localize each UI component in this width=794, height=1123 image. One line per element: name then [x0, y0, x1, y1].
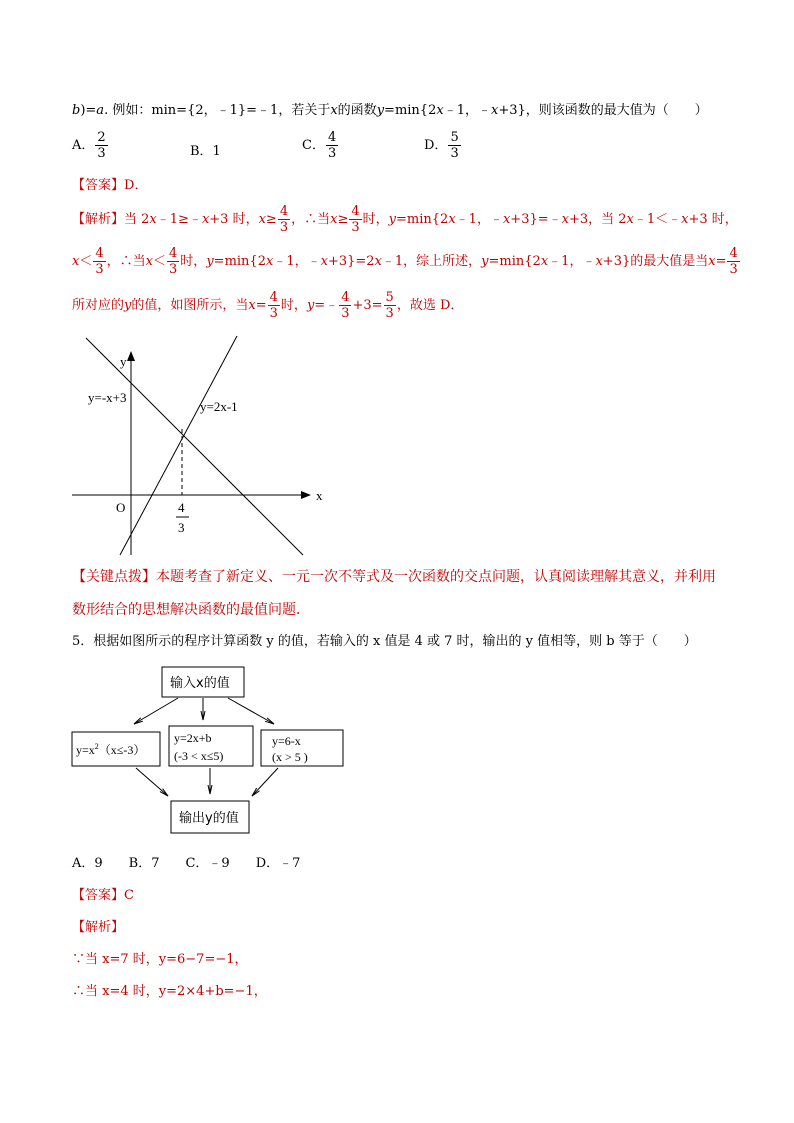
analysis-text: +3=: [352, 298, 383, 313]
fraction: [278, 204, 290, 235]
arrow-to-left: [134, 698, 178, 724]
frac-num: 4: [341, 290, 350, 305]
answer-tag: 【答案】: [72, 888, 125, 903]
analysis-text: ﹣1，﹣: [548, 254, 596, 269]
analysis-text: ﹣1≥﹣: [156, 212, 202, 227]
var: x: [681, 212, 689, 227]
stem-var: b: [72, 103, 81, 118]
q4-analysis-line-3: [72, 290, 463, 321]
analysis-text: +3 时，: [688, 212, 738, 227]
analysis-text: +3}的最大值是当: [602, 254, 709, 269]
line2-label: y=2x-1: [200, 399, 238, 414]
fraction: [93, 246, 105, 277]
frac-den: 3: [385, 306, 394, 321]
because-symbol: ∵: [72, 952, 86, 967]
q4-option-b: [190, 140, 221, 159]
var: x: [561, 212, 569, 227]
stem-text: )=: [80, 103, 97, 118]
frac-num: 4: [327, 130, 337, 145]
var: x: [502, 212, 511, 227]
frac-den: 3: [269, 306, 278, 321]
var: y: [124, 298, 132, 313]
left-sup: 2: [94, 742, 99, 751]
var: x: [626, 212, 634, 227]
var: y: [306, 298, 315, 313]
analysis-text: ，∴当: [106, 254, 146, 269]
line-neg-x-plus-3: [86, 338, 303, 555]
input-label: 输入x的值: [170, 676, 230, 691]
var: y: [206, 254, 214, 269]
frac-den: 3: [729, 262, 738, 277]
q5-step-2: [72, 983, 267, 1001]
analysis-text: ﹣1，﹣: [273, 254, 321, 269]
analysis-text: ，∴当: [291, 212, 331, 227]
step-text: 当 x=7 时，y=6−7=−1，: [85, 952, 248, 967]
arrow-left-to-output: [136, 768, 168, 796]
analysis-text: =﹣: [314, 298, 339, 313]
var: x: [330, 212, 338, 227]
stem-var: x: [490, 103, 499, 118]
var: x: [595, 254, 603, 269]
q5-stem: [72, 633, 697, 651]
right-label-1: y=6-x: [272, 734, 301, 748]
analysis-text: =: [715, 254, 727, 269]
frac-den: 3: [279, 220, 289, 235]
stem-text: 的函数: [337, 103, 377, 118]
analysis-text: ，故选 D．: [396, 298, 464, 313]
option-label: B．1: [190, 144, 221, 159]
var: y: [388, 212, 397, 227]
analysis-text: ﹣1，综上所述，: [381, 254, 482, 269]
var: x: [320, 254, 328, 269]
middle-label-2: (-3 < x≤5): [174, 749, 224, 763]
fraction: [95, 130, 107, 161]
answer-value: C: [124, 888, 134, 903]
q4-answer: [72, 177, 147, 195]
analysis-text: =min{2: [488, 254, 541, 269]
q5-step-1: [72, 951, 248, 969]
frac-num: 2: [97, 130, 106, 145]
left-text: y=x: [76, 743, 95, 757]
arrow-right-to-output: [252, 768, 278, 796]
step-text: 当 x=4 时，y=2×4+b=−1，: [85, 984, 267, 999]
frac-den: 3: [351, 220, 360, 235]
var: x: [265, 254, 274, 269]
left-text: （x≤-3）: [98, 743, 146, 757]
frac-num: 4: [269, 290, 278, 305]
frac-den: 3: [450, 146, 459, 161]
q4-analysis-line-2: [72, 246, 741, 277]
analysis-text: 当 2: [124, 212, 150, 227]
analysis-text: 所对应的: [72, 298, 125, 313]
fraction: [326, 130, 338, 161]
analysis-text: ＜: [153, 254, 167, 269]
tick-num: 4: [178, 500, 185, 515]
fraction: [727, 246, 739, 277]
function-graph: [60, 330, 330, 560]
frac-num: 5: [385, 290, 394, 305]
analysis-text: ≥: [337, 212, 349, 227]
var: y: [481, 254, 489, 269]
stem-var: x: [330, 103, 338, 118]
analysis-text: ﹣1＜﹣: [633, 212, 682, 227]
stem-text: . 例如：min={2，﹣1}=﹣1，若关于: [104, 103, 331, 118]
q4-option-c: [302, 130, 339, 161]
analysis-text: 时，: [280, 298, 307, 313]
analysis-text: +3}=﹣: [510, 212, 562, 227]
var: x: [149, 212, 157, 227]
analysis-tag: 【解析】: [72, 212, 125, 227]
therefore-symbol: ∴: [72, 984, 86, 999]
key-text: 数形结合的思想解决函数的最值问题．: [72, 602, 310, 618]
frac-den: 3: [327, 146, 337, 161]
frac-num: 5: [450, 130, 459, 145]
var: x: [258, 212, 266, 227]
frac-num: 4: [351, 204, 360, 219]
q5-options: [72, 855, 300, 873]
stem-text: +3}，则该函数的最大值为（ ）: [498, 103, 708, 118]
left-label: [76, 742, 145, 757]
q5-answer: [72, 887, 134, 905]
stem-var: x: [436, 103, 444, 118]
analysis-text: =min{2: [213, 254, 266, 269]
var: x: [145, 254, 153, 269]
var: x: [248, 298, 256, 313]
q4-option-d: [424, 130, 462, 161]
stem-var: y: [376, 103, 385, 118]
key-text: 本题考查了新定义、一元一次不等式及一次函数的交点问题，认真阅读理解其意义，并利用: [156, 569, 716, 585]
var: x: [201, 212, 210, 227]
origin-label: O: [116, 500, 126, 515]
line1-label: y=-x+3: [88, 390, 127, 405]
analysis-text: 时，: [180, 254, 207, 269]
frac-num: 4: [95, 246, 104, 261]
fraction: [448, 130, 460, 161]
output-label: 输出y的值: [179, 811, 239, 826]
x-axis-label: x: [316, 488, 323, 503]
frac-num: 4: [169, 246, 178, 261]
frac-den: 3: [97, 146, 106, 161]
stem-text: ﹣1，﹣: [443, 103, 491, 118]
var: x: [448, 212, 456, 227]
analysis-text: ﹣1，﹣: [455, 212, 503, 227]
stem-text: =min{2: [384, 103, 437, 118]
var: x: [540, 254, 549, 269]
var: x: [708, 254, 716, 269]
fraction: [349, 204, 361, 235]
q4-stem: [72, 102, 708, 120]
analysis-tag: 【解析】: [72, 920, 125, 935]
frac-den: 3: [341, 306, 350, 321]
fraction: [339, 290, 351, 321]
stem-var: a: [96, 103, 105, 118]
frac-num: 4: [279, 204, 289, 219]
q4-option-a: [72, 130, 109, 161]
key-tag: 【关键点拨】: [72, 569, 156, 585]
arrow-to-right: [228, 698, 274, 724]
answer-value: D．: [124, 178, 148, 193]
q4-key-line-1: [72, 568, 716, 586]
frac-num: 4: [729, 246, 738, 261]
analysis-text: =: [255, 298, 267, 313]
middle-label-1: y=2x+b: [174, 731, 212, 745]
frac-den: 3: [169, 262, 178, 277]
answer-tag: 【答案】: [72, 178, 125, 193]
flowchart: [60, 660, 360, 840]
var: x: [374, 254, 382, 269]
tick-den: 3: [178, 520, 185, 535]
analysis-text: ＜: [79, 254, 93, 269]
option-label: A．: [72, 138, 95, 153]
options-text: A．9 B．7 C．﹣9 D．﹣7: [72, 856, 301, 871]
analysis-text: +3 时，: [209, 212, 259, 227]
stem-text: 5．根据如图所示的程序计算函数 y 的值，若输入的 x 值是 4 或 7 时，输出的 y 值相等，则 b 等于（ ）: [72, 634, 697, 649]
fraction: [268, 290, 280, 321]
analysis-text: 时，: [362, 212, 389, 227]
y-axis-label: y: [120, 354, 127, 369]
var: x: [72, 254, 80, 269]
analysis-text: =min{2: [396, 212, 449, 227]
right-label-2: (x > 5 ): [272, 750, 308, 764]
fraction: [384, 290, 396, 321]
option-label: D．: [424, 138, 448, 153]
option-label: C．: [302, 138, 325, 153]
analysis-text: +3，当 2: [568, 212, 627, 227]
q4-analysis-line-1: [72, 204, 738, 235]
fraction: [167, 246, 179, 277]
analysis-text: ≥: [265, 212, 277, 227]
analysis-text: 的值，如图所示，当: [131, 298, 249, 313]
frac-den: 3: [95, 262, 104, 277]
q4-key-line-2: [72, 601, 310, 619]
analysis-text: +3}=2: [327, 254, 375, 269]
q5-analysis-tag: [72, 919, 124, 937]
